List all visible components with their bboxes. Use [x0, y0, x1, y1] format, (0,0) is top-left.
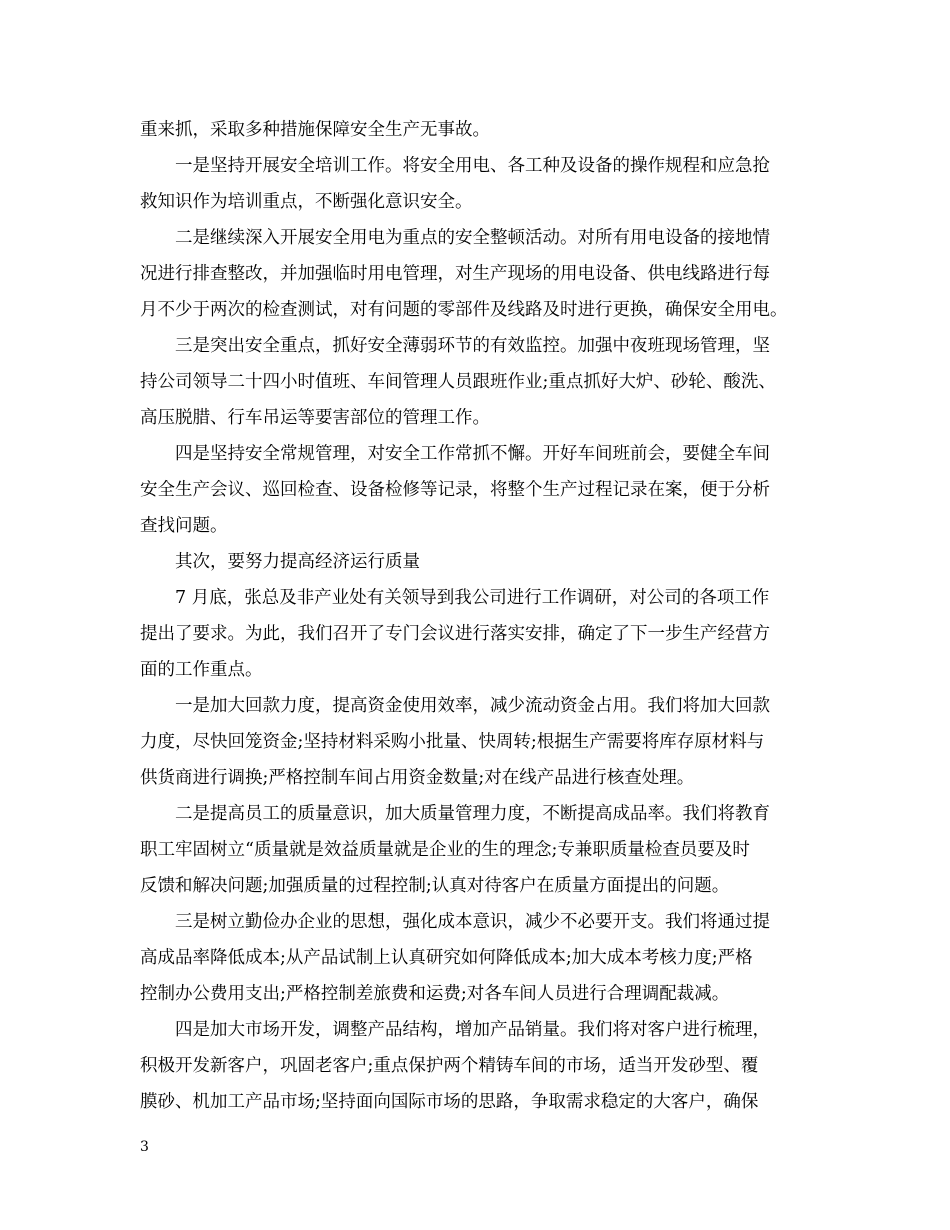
text-line: 三是突出安全重点，抓好安全薄弱环节的有效监控。加强中夜班现场管理，坚: [175, 336, 770, 356]
text-line: 况进行排查整改，并加强临时用电管理，对生产现场的用电设备、供电线路进行每: [140, 264, 770, 284]
text-line: 高成品率降低成本;从产品试制上认真研究如何降低成本;加大成本考核力度;严格: [140, 948, 753, 968]
text-line: 膜砂、机加工产品市场;坚持面向国际市场的思路，争取需求稳定的大客户，确保: [140, 1092, 759, 1112]
text-line: 救知识作为培训重点，不断强化意识安全。: [140, 192, 473, 212]
text-line: 重来抓，采取多种措施保障安全生产无事故。: [140, 120, 490, 140]
text-line: 职工牢固树立“质量就是效益质量就是企业的生的理念;专兼职质量检查员要及时: [140, 840, 750, 860]
text-line: 一是加大回款力度，提高资金使用效率，减少流动资金占用。我们将加大回款: [175, 696, 770, 716]
text-line: 查找问题。: [140, 516, 228, 536]
text-line: 持公司领导二十四小时值班、车间管理人员跟班作业;重点抓好大炉、砂轮、酸洗、: [140, 372, 776, 392]
text-line: 面的工作重点。: [140, 660, 263, 680]
text-line: 一是坚持开展安全培训工作。将安全用电、各工种及设备的操作规程和应急抢: [175, 156, 770, 176]
text-line: 控制办公费用支出;严格控制差旅费和运费;对各车间人员进行合理调配裁减。: [140, 984, 730, 1004]
text-line: 7 月底，张总及非产业处有关领导到我公司进行工作调研，对公司的各项工作: [175, 588, 770, 608]
text-line: 提出了要求。为此，我们召开了专门会议进行落实安排，确定了下一步生产经营方: [140, 624, 770, 644]
text-line: 二是提高员工的质量意识，加大质量管理力度，不断提高成品率。我们将教育: [175, 804, 770, 824]
text-line: 四是坚持安全常规管理，对安全工作常抓不懈。开好车间班前会，要健全车间: [175, 444, 770, 464]
text-line: 反馈和解决问题;加强质量的过程控制;认真对待客户在质量方面提出的问题。: [140, 876, 730, 896]
text-line: 三是树立勤俭办企业的思想，强化成本意识，减少不必要开支。我们将通过提: [175, 912, 770, 932]
text-line: 月不少于两次的检查测试，对有问题的零部件及线路及时进行更换，确保安全用电。: [140, 300, 788, 320]
text-line: 其次，要努力提高经济运行质量: [175, 552, 420, 572]
text-line: 供货商进行调换;严格控制车间占用资金数量;对在线产品进行核查处理。: [140, 768, 695, 788]
page-number: 3: [140, 1139, 149, 1155]
text-line: 力度，尽快回笼资金;坚持材料采购小批量、快周转;根据生产需要将库存原材料与: [140, 732, 765, 752]
text-line: 四是加大市场开发，调整产品结构，增加产品销量。我们将对客户进行梳理，: [175, 1020, 770, 1040]
text-line: 高压脱腊、行车吊运等要害部位的管理工作。: [140, 408, 490, 428]
text-line: 安全生产会议、巡回检查、设备检修等记录，将整个生产过程记录在案，便于分析: [140, 480, 770, 500]
text-line: 二是继续深入开展安全用电为重点的安全整顿活动。对所有用电设备的接地情: [175, 228, 770, 248]
text-line: 积极开发新客户，巩固老客户;重点保护两个精铸车间的市场，适当开发砂型、覆: [140, 1056, 759, 1076]
